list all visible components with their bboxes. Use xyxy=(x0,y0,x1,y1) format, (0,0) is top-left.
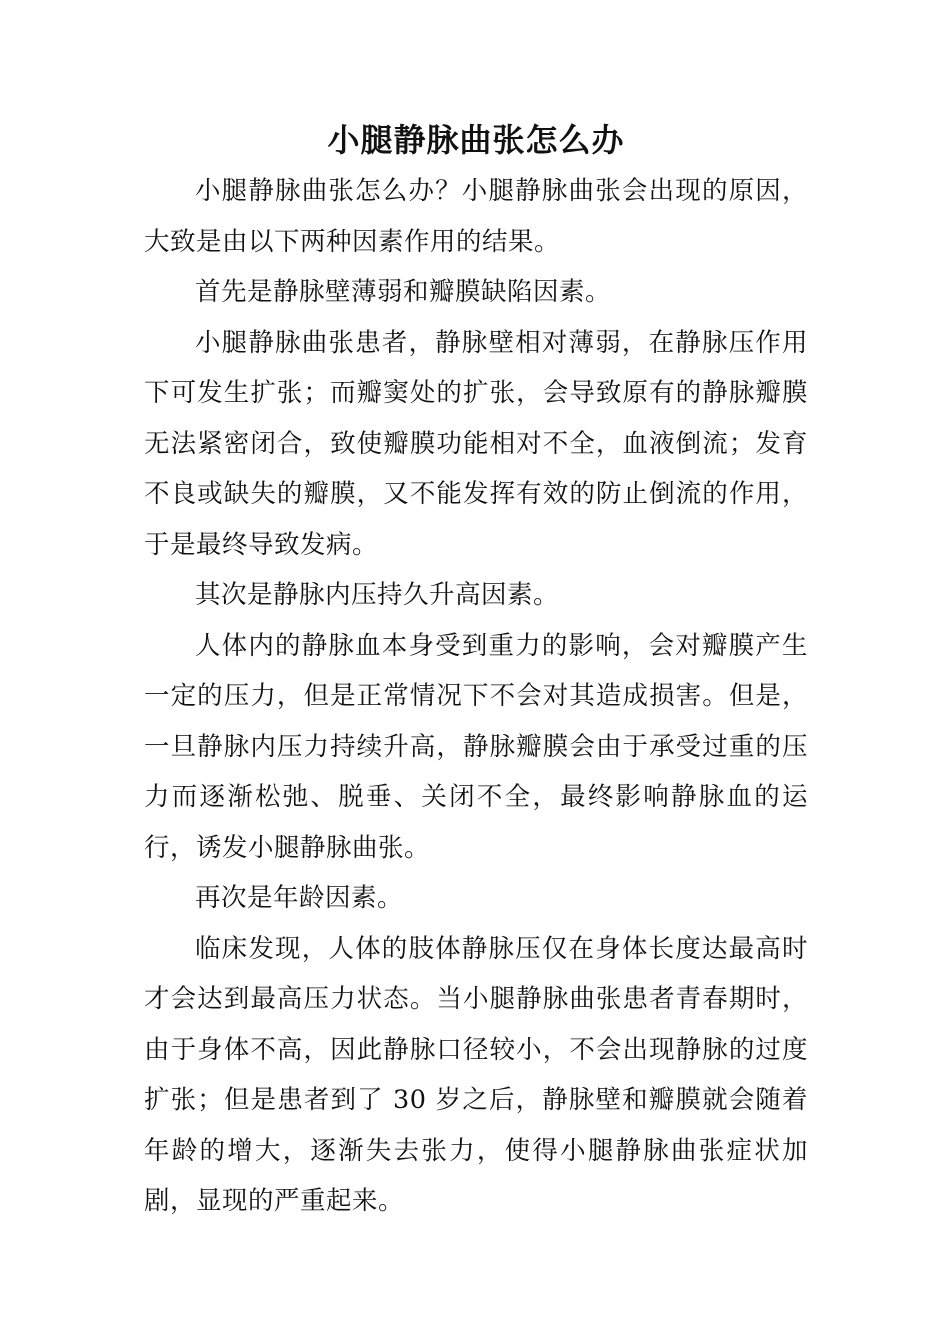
paragraph-cause-one-heading: 首先是静脉壁薄弱和瓣膜缺陷因素。 xyxy=(195,277,612,307)
paragraph-cause-one-detail: 小腿静脉曲张患者，静脉壁相对薄弱，在静脉压作用下可发生扩张；而瓣窦处的扩张，会导致原有的静脉瓣膜无法紧密闭合，致使瓣膜功能相对不全，血液倒流；发育不良或缺失的瓣膜，又不能发挥有效的防止倒流的作用，于是最终导致发病。 xyxy=(144,327,808,560)
document-body xyxy=(144,114,808,1227)
paragraph-cause-two-heading: 其次是静脉内压持久升高因素。 xyxy=(195,580,560,610)
document-title: 小腿静脉曲张怎么办 xyxy=(327,121,625,159)
paragraph-cause-two-detail: 人体内的静脉血本身受到重力的影响，会对瓣膜产生一定的压力，但是正常情况下不会对其造成损害。但是，一旦静脉内压力持续升高，静脉瓣膜会由于承受过重的压力而逐渐松弛、脱垂、关闭不全，最终影响静脉血的运行，诱发小腿静脉曲张。 xyxy=(144,630,808,863)
paragraph-intro: 小腿静脉曲张怎么办？小腿静脉曲张会出现的原因，大致是由以下两种因素作用的结果。 xyxy=(144,176,808,257)
paragraph-cause-three-heading: 再次是年龄因素。 xyxy=(195,883,404,913)
paragraph-cause-three-detail: 临床发现，人体的肢体静脉压仅在身体长度达最高时才会达到最高压力状态。当小腿静脉曲张患者青春期时，由于身体不高，因此静脉口径较小，不会出现静脉的过度扩张；但是患者到了 30 岁之后，静脉壁和瓣膜就会随着年龄的增大，逐渐失去张力，使得小腿静脉曲张症状加剧，显现的严重起来。 xyxy=(144,933,808,1216)
